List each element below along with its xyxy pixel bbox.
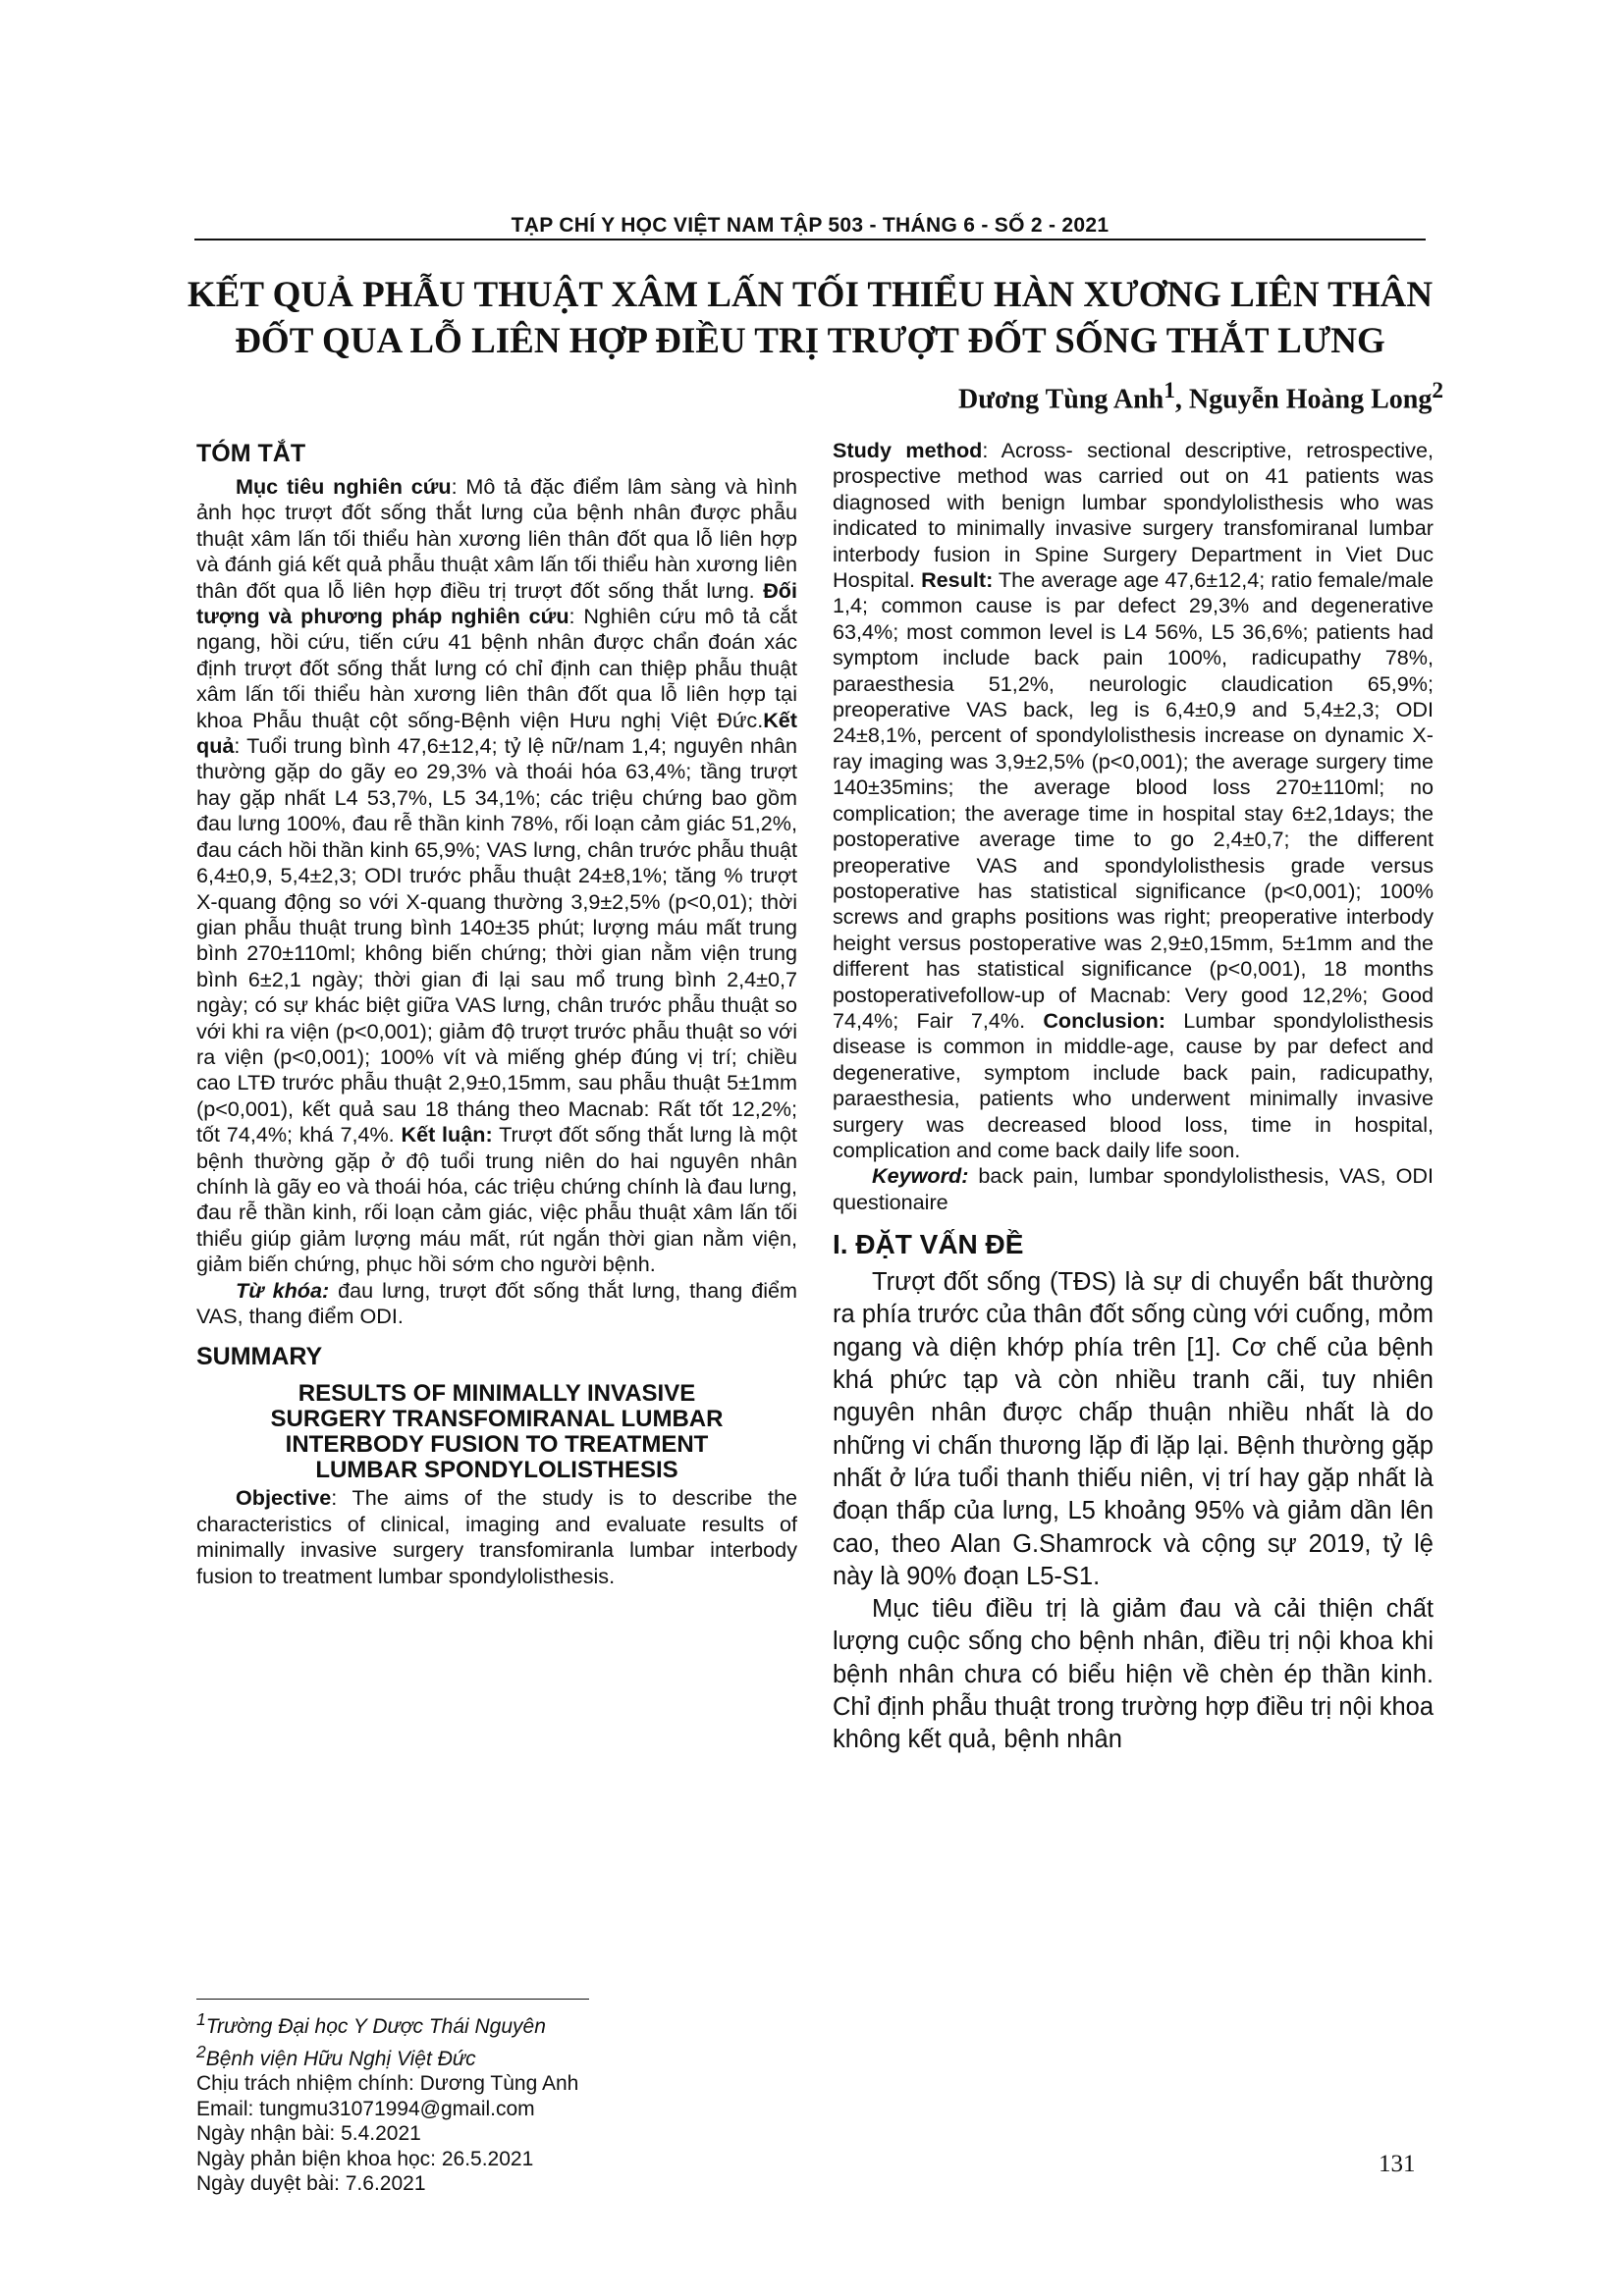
footnotes [196,2007,805,2197]
methods-text: : Nghiên cứu mô tả cắt ngang, hồi cứu, tiến cứu 41 bệnh nhân được chẩn đoán xác định trượt đốt sống thắt lưng có chỉ định can thiệp phẫu thuật xâm lấn tối thiểu hàn xương liên thân đốt qua lỗ liên hợp tại khoa Phẫu thuật cột sống-Bệnh viện Hưu nghị Việt Đức. [196,604,798,732]
author-2: Nguyễn Hoàng Long [1188,384,1433,415]
affiliation-1 [196,2007,805,2040]
objective-label: Mục tiêu nghiên cứu [236,474,452,499]
section-1-paragraph-1 [833,1266,1434,1593]
summary-body [833,438,1434,1163]
results-text: : Tuổi trung bình 47,6±12,4; tỷ lệ nữ/nam 1,4; nguyên nhân thường gặp do gãy eo 29,3% và thoái hóa 63,4%; tầng trượt hay gặp nhất L4 53,7%, L5 34,1%; các triệu chứng bao gồm đau lưng 100%, đau rễ thần kinh 78%, rối loạn cảm giác 51,2%, đau cách hồi thần kinh 65,9%; VAS lưng, chân trước phẫu thuật 6,4±0,9, 5,4±2,3; ODI trước phẫu thuật 24±8,1%; tăng % trượt X-quang động so với X-quang thường 3,9±2,5% (p<0,01); thời gian phẫu thuật trung bình 140±35 phút; lượng máu mất trung bình 270±110ml; không biến chứng; thời gian nằm viện trung bình 6±2,1 ngày; thời gian đi lại sau mổ trung bình 2,4±0,7 ngày; có sự khác biệt giữa VAS lưng, chân trước phẫu thuật so với khi ra viện (p<0,001); giảm độ trượt trước phẫu thuật so với ra viện (p<0,001); 100% vít và miếng ghép đúng vị trí; chiều cao LTĐ trước phẫu thuật 2,9±0,15mm, sau phẫu thuật 5±1mm (p<0,001), kết quả sau 18 tháng theo Macnab: Rất tốt 12,2%; tốt 74,4%; khá 7,4%. [196,733,797,1148]
summary-title-line-4: LUMBAR SPONDYLOLISTHESIS [315,1457,678,1484]
summary-method-label: Study method [833,438,983,462]
reviewed-date: Ngày phản biện khoa học: 26.5.2021 [196,2147,534,2170]
results-label: Kết quả [196,707,797,759]
journal-header: TẠP CHÍ Y HỌC VIỆT NAM TẬP 503 - THÁNG 6 - SỐ 2 - 2021 [511,214,1110,237]
author-1: Dương Tùng Anh [958,384,1164,415]
received-date: Ngày nhận bài: 5.4.2021 [196,2122,421,2145]
author-2-affiliation: 2 [1432,378,1443,403]
summary-objective-text: : The aims of the study is to describe the characteristics of clinical, imaging and evaluate results of minimally invasive surgery transfomiranla lumbar interbody fusion to treatment lumbar spondylolisthesis. [196,1485,797,1588]
title-line-1: KẾT QUẢ PHẪU THUẬT XÂM LẤN TỐI THIỂU HÀN XƯƠNG LIÊN THÂN [187,275,1434,315]
header-rule [194,239,1426,240]
section-1-paragraph-1-text: Trượt đốt sống (TĐS) là sự di chuyển bất thường ra phía trước của thân đốt sống cùng với cuống, mỏm ngang và diện khớp phía trên [1]. Cơ chế của bệnh khá phức tạp và còn nhiều tranh cãi, tuy nhiên nguyên nhân được chấp thuận nhiều nhất là do những vi chấn thương lặp đi lặp lại. Bệnh thường gặp nhất ở lứa tuổi thanh thiếu niên, vị trí hay gặp nhất là đoạn thấp của lưng, L5 khoảng 95% và giảm dần lên cao, theo Alan G.Shamrock và cộng sự 2019, tỷ lệ này là 90% đoạn L5-S1. [833,1268,1434,1590]
title-line-2: ĐỐT QUA LỖ LIÊN HỢP ĐIỀU TRỊ TRƯỢT ĐỐT SỐNG THẮT LƯNG [235,321,1385,361]
affiliation-2 [196,2040,805,2072]
article-title [167,272,1453,364]
right-column [833,438,1434,1757]
summary-title-line-2: SURGERY TRANSFOMIRANAL LUMBAR [270,1406,724,1433]
conclusion-text: Trượt đốt sống thắt lưng là một bệnh thường gặp ở độ tuổi trung niên do hai nguyên nhân chính là gãy eo và thoái hóa, các triệu chứng chính là đau lưng, đau rễ thần kinh, rối loạn cảm giác, việc phẫu thuật xâm lấn tối thiểu giúp giảm lượng máu mất, rút ngắn thời gian nằm viện, giảm biến chứng, phục hồi sớm cho người bệnh. [196,1122,797,1277]
summary-title-line-1: RESULTS OF MINIMALLY INVASIVE [298,1380,696,1408]
abstract-heading: TÓM TẮT [196,440,306,467]
author-line [958,378,1443,415]
keywords-label: Từ khóa: [236,1277,330,1303]
summary-objective [196,1485,797,1589]
affiliation-2-text: Bệnh viện Hữu Nghị Việt Đức [205,2047,476,2070]
summary-conclusion-label: Conclusion: [1043,1007,1166,1033]
section-1-heading: I. ĐẶT VẤN ĐỀ [833,1229,1024,1260]
approved-date: Ngày duyệt bài: 7.6.2021 [196,2172,426,2195]
footnote-rule [196,1999,589,2000]
author-separator: , [1174,384,1189,415]
left-column [196,440,797,1589]
contact-email[interactable]: Email: tungmu31071994@gmail.com [196,2097,535,2120]
summary-conclusion-text: Lumbar spondylolisthesis disease is common in middle-age, cause by par defect and degenerative, symptom include back pain, radicupathy, paraesthesia, patients who underwent minimally invasive surgery was decreased blood loss, time in hospital, complication and come back daily life soon. [833,1007,1434,1162]
abstract-vi-body [196,474,797,1278]
keywords-text: đau lưng, trượt đốt sống thắt lưng, thang điểm VAS, thang điểm ODI. [196,1277,797,1328]
keywords-vi [196,1278,797,1330]
summary-keyword-text: back pain, lumbar spondylolisthesis, VAS, ODI questionaire [833,1163,1434,1214]
responsible-author: Chịu trách nhiệm chính: Dương Tùng Anh [196,2072,579,2095]
objective-text: : Mô tả đặc điểm lâm sàng và hình ảnh học trượt đốt sống thắt lưng của bệnh nhân được phẫu thuật xâm lấn tối thiểu hàn xương liên thân đốt qua lỗ liên hợp và đánh giá kết quả phẫu thuật xâm lấn tối thiểu hàn xương liên thân đốt qua lỗ liên hợp điều trị trượt đốt sống thắt lưng. [196,474,798,603]
summary-method-text: : Across- sectional descriptive, retrospective, prospective method was carried out on 41 patients was diagnosed with benign lumbar spondylolisthesis who was indicated to minimally invasive surgery transfomiranal lumbar interbody fusion in Spine Surgery Department in Viet Duc Hospital. [833,438,1434,593]
summary-result-label: Result: [921,567,994,593]
affiliation-1-text: Trường Đại học Y Dược Thái Nguyên [205,2015,546,2038]
summary-heading: SUMMARY [196,1343,323,1371]
summary-objective-label: Objective [236,1485,332,1511]
summary-title-line-3: INTERBODY FUSION TO TREATMENT [285,1431,709,1459]
summary-result-text: The average age 47,6±12,4; ratio female/male 1,4; common cause is par defect 29,3% and degenerative 63,4%; most common level is L4 56%, L5 36,6%; patients had symptom include back pain 100%, radicupathy 78%, paraesthesia 51,2%, neurologic claudication 65,9%; preoperative VAS back, leg is 6,4±0,9 and 5,4±2,3; ODI 24±8,1%, percent of spondylolisthesis increase on dynamic X-ray imaging was 3,9±2,5% (p<0,001); the average surgery time 140±35mins; the average blood loss 270±110ml; no complication; the average time in hospital stay 6±2,1days; the postoperative average time to go 2,4±0,7; the different preoperative VAS and spondylolisthesis grade versus postoperative has statistical significance (p<0,001); 100% screws and graphs positions was right; preoperative interbody height versus postoperative was 2,9±0,15mm, 5±1mm and the different has statistical significance (p<0,001), 18 months postoperativefollow-up of Macnab: Very good 12,2%; Good 74,4%; Fair 7,4%. [833,567,1434,1033]
affiliation-1-marker: 1 [196,2009,206,2029]
conclusion-label: Kết luận: [401,1122,493,1148]
summary-keywords [833,1163,1434,1215]
summary-keyword-label: Keyword: [872,1163,969,1189]
affiliation-2-marker: 2 [196,2041,206,2061]
section-1-paragraph-2-text: Mục tiêu điều trị là giảm đau và cải thiện chất lượng cuộc sống cho bệnh nhân, điều trị nội khoa khi bệnh nhân chưa có biểu hiện về chèn ép thần kinh. Chỉ định phẫu thuật trong trường hợp điều trị nội khoa không kết quả, bệnh nhân [833,1595,1434,1754]
summary-title [196,1381,797,1483]
methods-label: Đối tượng và phương pháp nghiên cứu [196,577,797,629]
section-1-paragraph-2 [833,1593,1434,1756]
author-1-affiliation: 1 [1164,378,1175,403]
page-number: 131 [1379,2151,1416,2177]
